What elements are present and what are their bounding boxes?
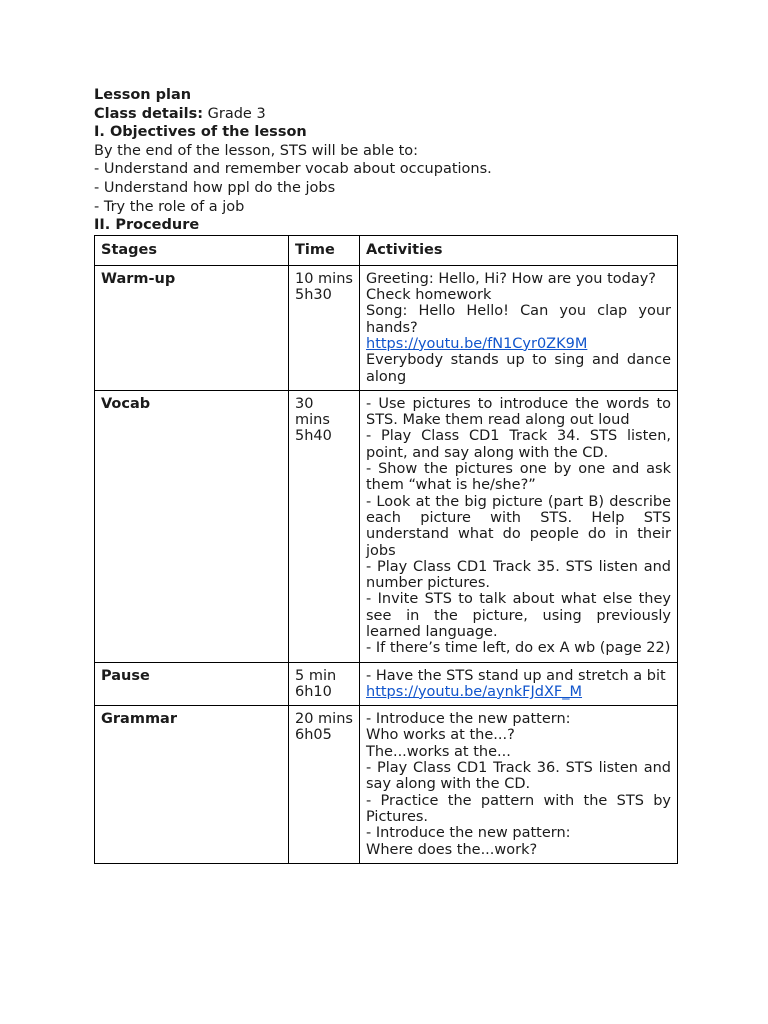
page-title: Lesson plan	[94, 87, 192, 103]
time-cell	[289, 706, 360, 864]
procedure-heading: II. Procedure	[94, 217, 200, 234]
stage-cell: Pause	[95, 662, 289, 706]
activity-line: Greeting: Hello, Hi? How are you today?	[366, 270, 657, 287]
activity-line: - Introduce the new pattern:	[366, 825, 571, 842]
table-row	[95, 662, 678, 706]
time-line: 5h40	[295, 428, 332, 445]
table-row	[95, 390, 678, 662]
class-details-value: Grade 3	[203, 105, 266, 122]
procedure-table	[94, 235, 678, 864]
class-details-label: Class details:	[94, 105, 204, 122]
stage-cell: Vocab	[95, 390, 289, 662]
table-header-row	[95, 235, 678, 265]
activity-line: - Introduce the new pattern:	[366, 711, 571, 728]
objective-item: - Understand and remember vocab about occupations.	[94, 161, 492, 178]
time-line: 20 mins	[295, 711, 353, 728]
activity-line: - Play Class CD1 Track 35. STS listen and number pictures.	[366, 558, 671, 592]
time-line: 6h05	[295, 727, 332, 744]
stage-cell: Warm-up	[95, 265, 289, 390]
time-cell	[289, 265, 360, 390]
activity-line: - Have the STS stand up and stretch a bit	[366, 667, 666, 684]
activity-line: Song: Hello Hello! Can you clap your hands?	[366, 303, 671, 336]
activity-line: Who works at the...?	[366, 727, 515, 744]
table-row	[95, 265, 678, 390]
time-line: mins	[295, 412, 330, 429]
lesson-plan-document	[94, 86, 676, 864]
activity-line: - Practice the pattern with the STS by Pictures.	[366, 792, 671, 825]
activity-line: - Look at the big picture (part B) describe each picture with STS. Help STS understand what do people do in their jobs	[366, 493, 671, 559]
time-line: 30	[295, 395, 314, 412]
activity-line: - Use pictures to introduce the words to STS. Make them read along out loud	[366, 395, 671, 429]
objectives-heading: I. Objectives of the lesson	[94, 124, 307, 141]
activity-line: - Play Class CD1 Track 36. STS listen and say along with the CD.	[366, 760, 671, 793]
time-line: 10 mins	[295, 270, 353, 287]
stretch-video-link[interactable]: https://youtu.be/aynkFJdXF_M	[366, 683, 583, 700]
time-cell	[289, 390, 360, 662]
objective-item: - Understand how ppl do the jobs	[94, 179, 336, 196]
activities-cell	[360, 706, 678, 864]
activities-cell	[360, 662, 678, 706]
activities-cell	[360, 390, 678, 662]
activity-line: Check homework	[366, 287, 492, 304]
activity-line: Everybody stands up to sing and dance along	[366, 352, 671, 385]
objectives-intro: By the end of the lesson, STS will be able to:	[94, 142, 419, 159]
time-line: 6h10	[295, 683, 332, 700]
activity-line: The...works at the...	[366, 743, 511, 760]
class-details	[94, 105, 676, 124]
time-cell	[289, 662, 360, 706]
activity-line: - Invite STS to talk about what else they see in the picture, using previously learned language.	[366, 591, 671, 640]
column-header-time: Time	[289, 235, 360, 265]
column-header-activities: Activities	[360, 235, 678, 265]
activity-line: - Show the pictures one by one and ask them “what is he/she?”	[366, 461, 671, 494]
activity-line: Where does the...work?	[366, 841, 538, 858]
activity-line: - Play Class CD1 Track 34. STS listen, point, and say along with the CD.	[366, 428, 671, 461]
activities-cell	[360, 265, 678, 390]
objective-item: - Try the role of a job	[94, 198, 245, 215]
table-row	[95, 706, 678, 864]
stage-cell: Grammar	[95, 706, 289, 864]
activity-line: - If there’s time left, do ex A wb (page 22)	[366, 640, 671, 657]
column-header-stages: Stages	[95, 235, 289, 265]
time-line: 5h30	[295, 287, 332, 304]
song-video-link[interactable]: https://youtu.be/fN1Cyr0ZK9M	[366, 335, 588, 352]
time-line: 5 min	[295, 667, 337, 684]
